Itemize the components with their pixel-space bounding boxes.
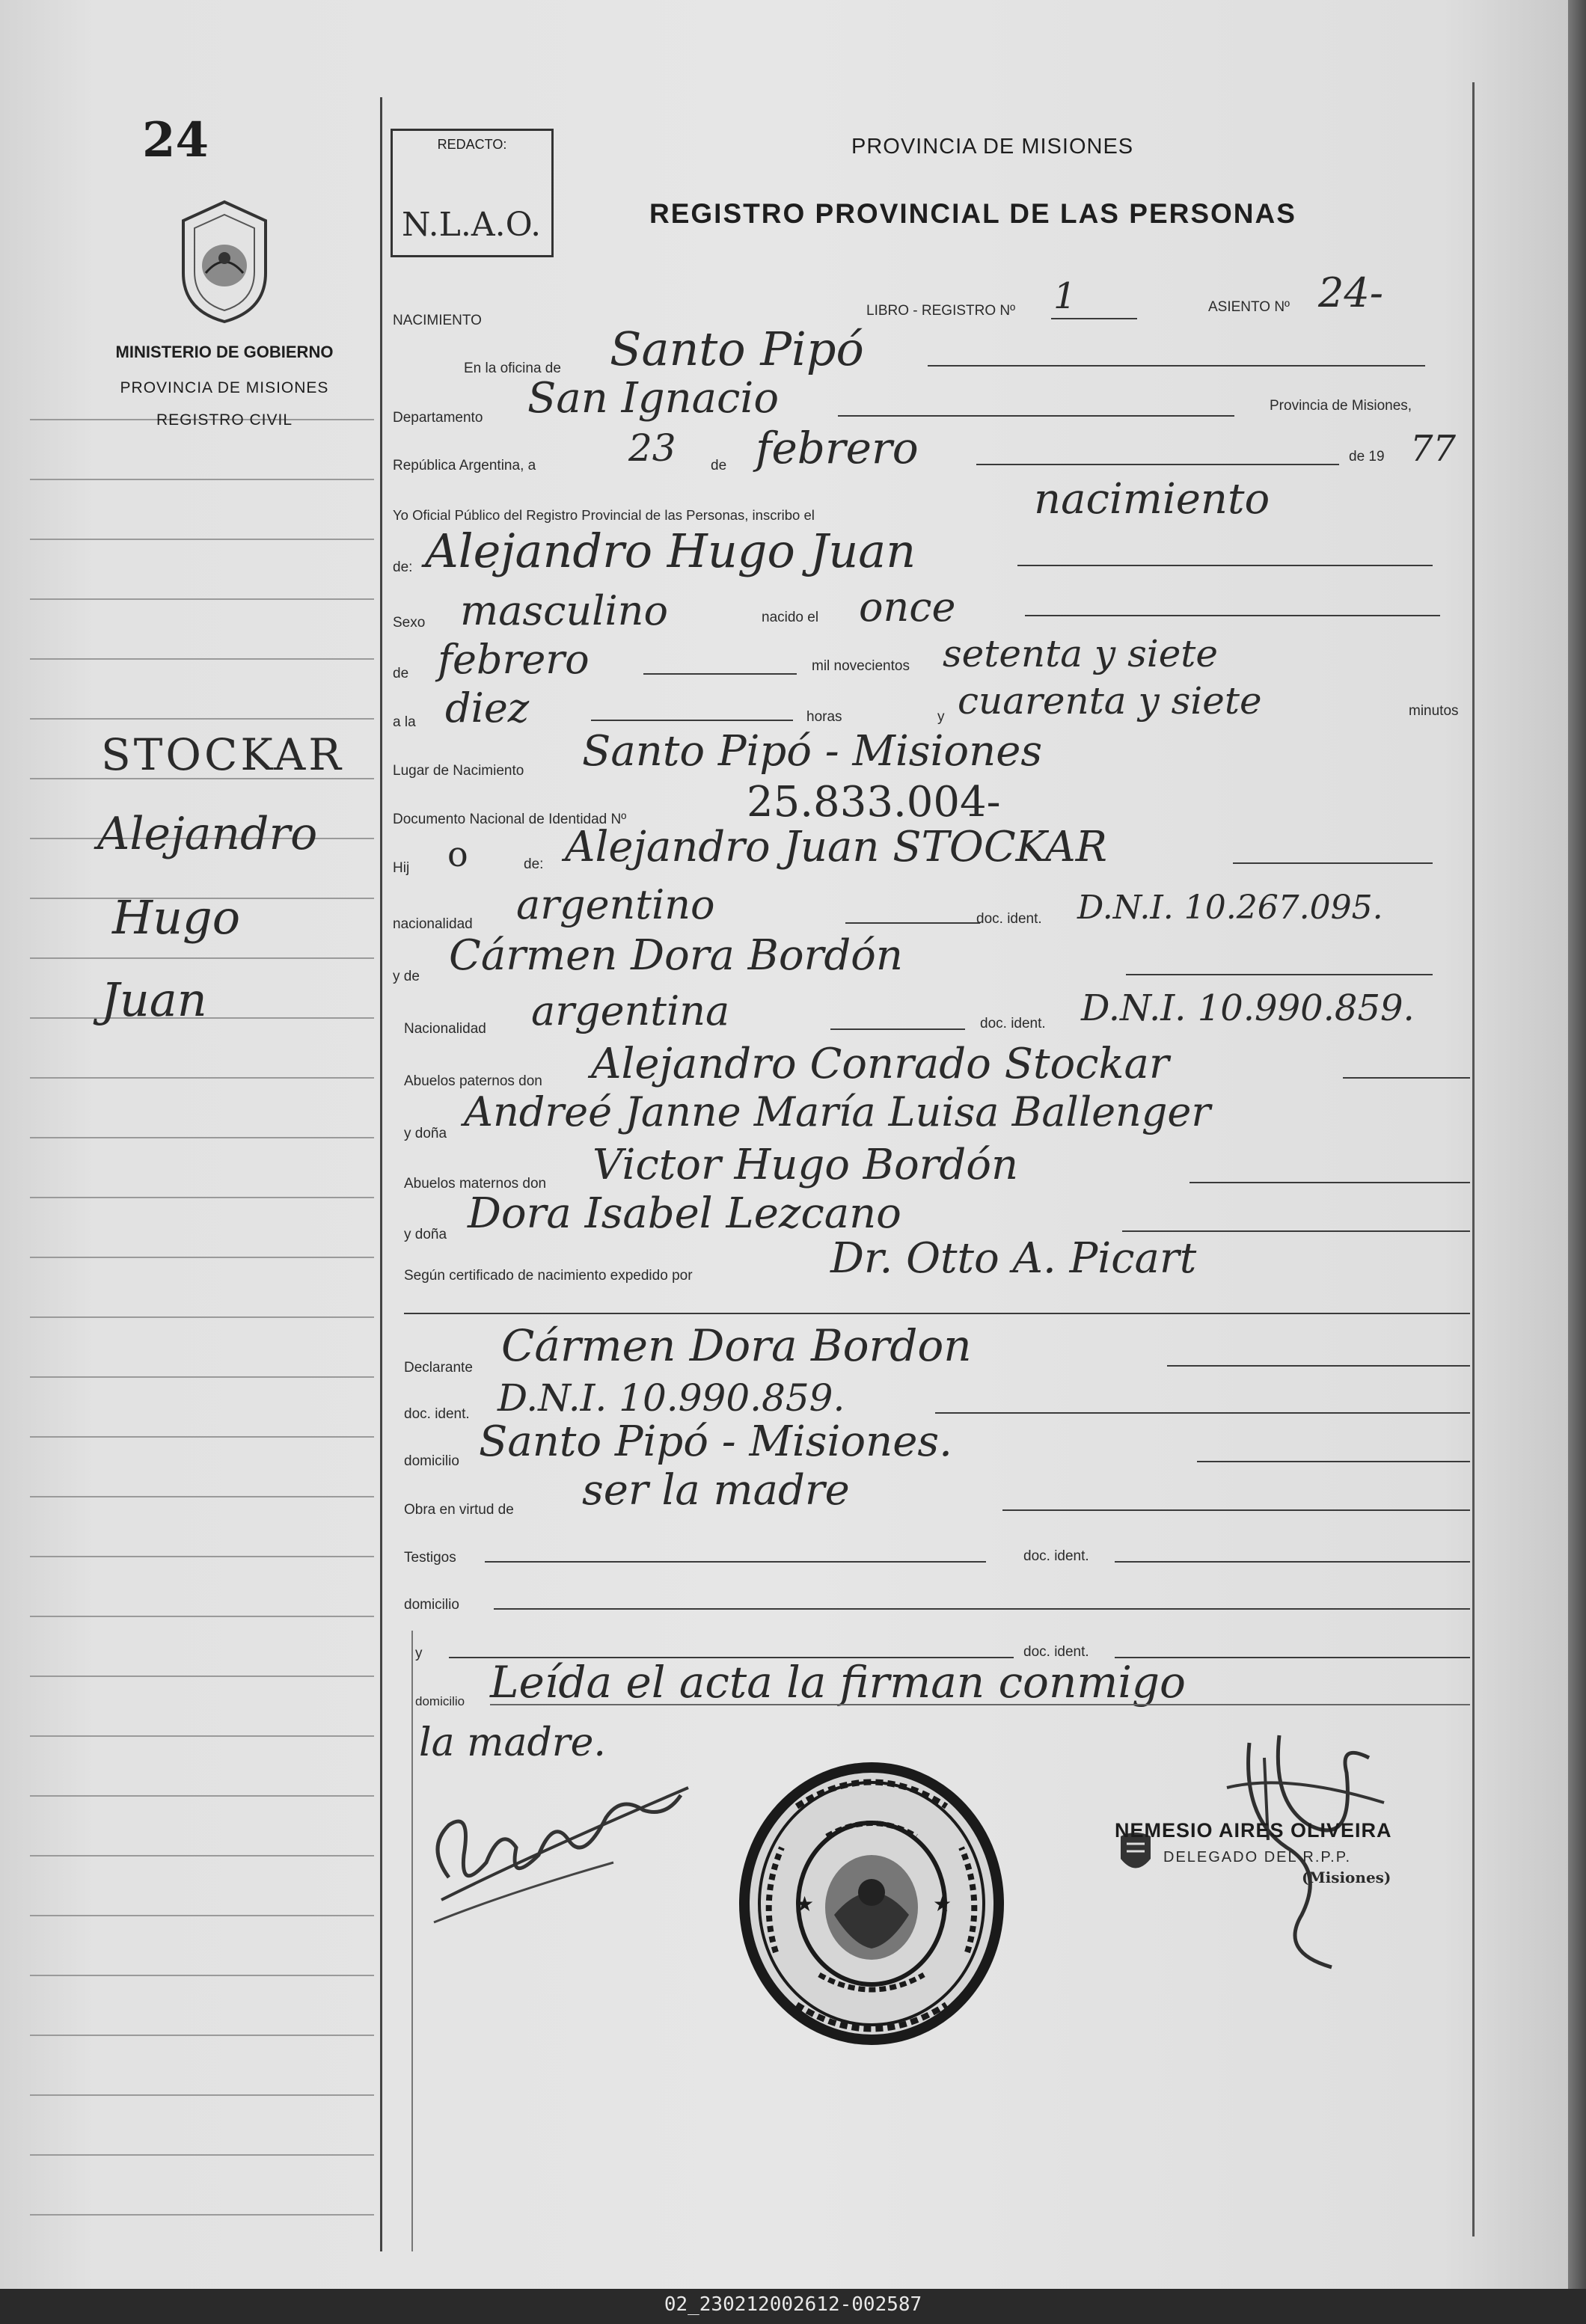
registry-seal-icon — [737, 1758, 1006, 2049]
nacido-label: nacido el — [762, 610, 819, 625]
lugar-value[interactable]: Santo Pipó - Misiones — [582, 727, 1043, 776]
domicilio2-label: domicilio — [404, 1597, 459, 1613]
right-frame-line — [1472, 82, 1475, 2236]
docident5-label: doc. ident. — [1023, 1644, 1089, 1660]
nacido-anio-value[interactable]: setenta y siete — [943, 632, 1218, 675]
dni-value[interactable]: 25.833.004- — [747, 778, 1001, 827]
lugar-label: Lugar de Nacimiento — [393, 763, 524, 779]
obra-value[interactable]: ser la madre — [582, 1466, 850, 1515]
abuela-m-value[interactable]: Dora Isabel Lezcano — [468, 1189, 901, 1238]
dona1-label: y doña — [404, 1126, 447, 1141]
abuela-p-value[interactable]: Andreé Janne María Luisa Ballenger — [464, 1088, 1211, 1135]
declarant-signature-icon — [419, 1773, 703, 1937]
oficial-label: Yo Oficial Público del Registro Provincial de las Personas, inscribo el — [393, 507, 815, 523]
margin-given-name-1: Alejandro — [97, 808, 318, 860]
obra-label: Obra en virtud de — [404, 1502, 514, 1518]
official-place: (Misiones) — [1302, 1868, 1391, 1886]
abuelos-p-label: Abuelos paternos don — [404, 1073, 542, 1089]
testigos-label: Testigos — [404, 1550, 456, 1566]
oficina-value[interactable]: Santo Pipó — [610, 322, 864, 376]
dona2-label: y doña — [404, 1227, 447, 1242]
svg-text:★: ★ — [795, 1892, 815, 1916]
asiento-value: 24- — [1318, 269, 1383, 316]
docident4-label: doc. ident. — [1023, 1548, 1089, 1564]
abuelo-m-value[interactable]: Victor Hugo Bordón — [593, 1141, 1019, 1189]
departamento-label: Departamento — [393, 410, 483, 426]
domicilio1-label: domicilio — [404, 1453, 459, 1469]
registry-title: REGISTRO PROVINCIAL DE LAS PERSONAS — [649, 198, 1296, 229]
abuelos-m-label: Abuelos maternos don — [404, 1176, 547, 1192]
margin-given-name-3: Juan — [101, 972, 207, 1027]
inscribo-value[interactable]: nacimiento — [1034, 475, 1270, 524]
hijo-suffix[interactable]: o — [447, 834, 468, 874]
sexo-value[interactable]: masculino — [460, 587, 668, 634]
docident3-value[interactable]: D.N.I. 10.990.859. — [497, 1376, 845, 1420]
footer-id: 02_230212002612-002587 — [664, 2293, 922, 2316]
redacto-box — [391, 129, 554, 257]
nacido-dia-value[interactable]: once — [859, 583, 956, 631]
anio-value[interactable]: 77 — [1410, 428, 1457, 470]
de3-label: de — [393, 666, 409, 681]
minutos-label: minutos — [1409, 703, 1459, 719]
departamento-value[interactable]: San Ignacio — [527, 374, 780, 423]
libro-label: LIBRO - REGISTRO Nº — [866, 303, 1016, 319]
yde-label: y de — [393, 969, 420, 984]
docident3-label: doc. ident. — [404, 1406, 470, 1422]
ministry-province: PROVINCIA DE MISIONES — [120, 379, 329, 396]
abuelo-p-value[interactable]: Alejandro Conrado Stockar — [591, 1040, 1169, 1088]
provincia-label: Provincia de Misiones, — [1270, 398, 1412, 414]
madre-value[interactable]: Cármen Dora Bordón — [449, 931, 903, 980]
docident2-label: doc. ident. — [980, 1016, 1046, 1031]
nombre-value[interactable]: Alejandro Hugo Juan — [425, 524, 916, 578]
dni-label: Documento Nacional de Identidad Nº — [393, 812, 627, 827]
declarante-label: Declarante — [404, 1360, 473, 1376]
official-name: NEMESIO AIRES OLIVEIRA — [1115, 1819, 1392, 1842]
inner-frame-line — [411, 1631, 413, 2251]
y2-label: y — [415, 1646, 423, 1661]
y-label: y — [937, 709, 945, 725]
coat-of-arms-icon — [176, 198, 273, 325]
domicilio3-label: domicilio — [415, 1694, 465, 1708]
page-number: 24 — [142, 112, 209, 168]
certificado-label: Según certificado de nacimiento expedido por — [404, 1268, 693, 1284]
certificado-value[interactable]: Dr. Otto A. Picart — [830, 1234, 1197, 1283]
nacido-mes-value[interactable]: febrero — [438, 636, 590, 683]
de-label: de — [711, 458, 727, 473]
nacionalidad1-value[interactable]: argentino — [516, 881, 715, 928]
docident1-label: doc. ident. — [976, 911, 1042, 927]
observacion-line-2[interactable]: la madre. — [419, 1720, 606, 1765]
domicilio1-value[interactable]: Santo Pipó - Misiones. — [479, 1417, 952, 1466]
footer-bar — [0, 2289, 1586, 2324]
oficina-label: En la oficina de — [464, 361, 561, 376]
sexo-label: Sexo — [393, 615, 426, 631]
hijo-label: Hij — [393, 860, 410, 876]
a-la-label: a la — [393, 714, 416, 730]
margin-surname: STOCKAR — [101, 729, 344, 780]
province-heading: PROVINCIA DE MISIONES — [851, 135, 1134, 159]
left-frame-line — [380, 97, 382, 2251]
docident1-value[interactable]: D.N.I. 10.267.095. — [1077, 889, 1383, 927]
declarante-value[interactable]: Cármen Dora Bordon — [501, 1320, 972, 1371]
nacionalidad2-label: Nacionalidad — [404, 1021, 486, 1037]
mil-label: mil novecientos — [812, 658, 910, 674]
de2-label: de: — [393, 559, 413, 575]
margin-given-name-2: Hugo — [112, 890, 241, 945]
anio-label: de 19 — [1349, 449, 1385, 465]
mes-value[interactable]: febrero — [756, 423, 919, 473]
hijo-de-label: de: — [524, 856, 544, 872]
minutos-value[interactable]: cuarenta y siete — [958, 679, 1262, 723]
ministry-registry: REGISTRO CIVIL — [156, 411, 293, 429]
horas-label: horas — [806, 709, 842, 725]
asiento-label: ASIENTO Nº — [1208, 299, 1290, 315]
svg-text:★: ★ — [933, 1892, 952, 1916]
page-edge — [1568, 0, 1586, 2289]
nacionalidad1-label: nacionalidad — [393, 916, 473, 932]
nacionalidad2-value[interactable]: argentina — [531, 987, 730, 1034]
republica-label: República Argentina, a — [393, 458, 536, 473]
redacto-label: REDACTO: — [437, 137, 507, 152]
ministry-title: MINISTERIO DE GOBIERNO — [115, 343, 334, 361]
hora-value[interactable]: diez — [445, 684, 530, 732]
observacion-line-1[interactable]: Leída el acta la firman conmigo — [490, 1657, 1186, 1708]
libro-value: 1 — [1053, 275, 1077, 317]
dia-value[interactable]: 23 — [628, 426, 676, 470]
docident2-value[interactable]: D.N.I. 10.990.859. — [1081, 987, 1415, 1029]
act-type-label: NACIMIENTO — [393, 313, 482, 328]
official-title: DELEGADO DEL R.P.P. — [1163, 1849, 1352, 1865]
padre-value[interactable]: Alejandro Juan STOCKAR — [565, 823, 1107, 871]
redacto-value: N.L.A.O. — [402, 206, 542, 244]
